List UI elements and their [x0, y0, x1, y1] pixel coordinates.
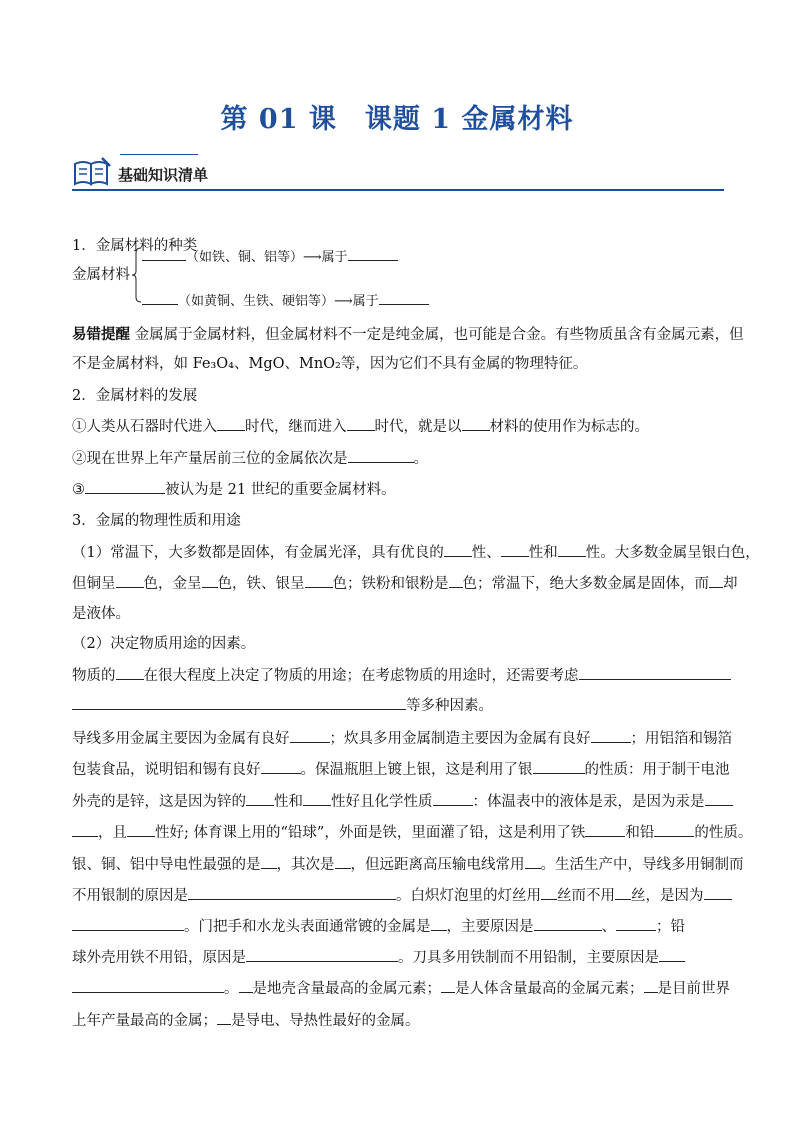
blank[interactable] [558, 542, 586, 557]
tree-branch-1: （如铁、铜、铝等）⟶属于 [142, 246, 398, 268]
blank[interactable] [441, 978, 455, 993]
blank[interactable] [72, 978, 224, 993]
blank[interactable] [525, 854, 541, 869]
blank[interactable] [116, 665, 144, 680]
blank[interactable] [534, 916, 602, 931]
s3-p2-line-1: 物质的 在很大程度上决定了物质的用途；在考虑物质的用途时，还需要考虑 [72, 665, 731, 686]
s3-heading: 3．金属的物理性质和用途 [72, 513, 241, 529]
tree-root-label: 金属材料 [72, 267, 130, 283]
s3-p1-line-1: （1）常温下，大多数都是固体，有金属光泽，具有优良的 性、 性和 性。大多数金属呈银白色， [72, 542, 760, 563]
s3-p1-line-3: 是液体。 [72, 606, 130, 622]
blank[interactable] [142, 246, 186, 261]
q-line-3: 外壳的是锌，这是因为锌的 性和 性好且化学性质 ：体温表中的液体是汞，是因为汞是 [72, 791, 733, 812]
arrow-icon: ⟶ [303, 250, 322, 265]
blank[interactable] [659, 947, 685, 962]
s2-heading: 2．金属材料的发展 [72, 388, 198, 404]
blank[interactable] [616, 916, 656, 931]
blank[interactable] [644, 978, 658, 993]
blank[interactable] [709, 573, 723, 588]
arrow-icon: ⟶ [334, 294, 353, 309]
blank[interactable] [348, 246, 398, 261]
book-icon [72, 156, 112, 188]
s2-line-3: ③ 被认为是 21 世纪的重要金属材料。 [72, 479, 396, 500]
blank[interactable] [585, 822, 625, 837]
blank[interactable] [290, 728, 330, 743]
s1-heading: 1．金属材料的种类 [72, 238, 198, 254]
header-top-rule [120, 154, 198, 155]
blank[interactable] [501, 542, 529, 557]
q-line-5: 银、铜、铝中导电性最强的是 ，其次是 ，但远距离高压输电线常用 。生活生产中，导线多用铜制而 [72, 854, 744, 875]
q-line-10: 上年产量最高的金属； 是导电、导热性最好的金属。 [72, 1010, 420, 1031]
s2-line-1: ①人类从石器时代进入 时代，继而进入 时代，就是以 材料的使用作为标志的。 [72, 416, 649, 437]
q-line-2: 包装食品，说明铝和锡有良好 。保温瓶胆上镀上银，这是利用了银 的性质：用于制干电池 [72, 759, 730, 780]
blank[interactable] [444, 542, 472, 557]
s3-p2-heading: （2）决定物质用途的因素。 [72, 636, 256, 652]
blank[interactable] [217, 416, 245, 431]
blank[interactable] [615, 885, 631, 900]
blank[interactable] [217, 1010, 231, 1025]
blank[interactable] [533, 759, 585, 774]
section-title: 基础知识清单 [118, 166, 209, 184]
blank[interactable] [72, 916, 184, 931]
s3-p1-line-2: 但铜呈 色，金呈 色，铁、银呈 色；铁粉和银粉是 色；常温下，绝大多数金属是固体，而 却 [72, 573, 738, 594]
blank[interactable] [72, 695, 406, 710]
blank[interactable] [239, 978, 253, 993]
blank[interactable] [431, 916, 447, 931]
blank[interactable] [335, 854, 351, 869]
blank[interactable] [246, 791, 274, 806]
blank[interactable] [462, 416, 490, 431]
blank[interactable] [433, 791, 473, 806]
section-header [72, 150, 724, 192]
q-line-7: 。门把手和水龙头表面通常镀的金属是 ，主要原因是 、 ；铅 [72, 916, 685, 937]
q-line-1: 导线多用金属主要因为金属有良好 ；炊具多用金属制造主要因为金属有良好 ；用铝箔和锡箔 [72, 728, 732, 749]
blank[interactable] [591, 728, 631, 743]
s3-p2-line-2: 等多种因素。 [72, 695, 493, 716]
s2-line-2: ②现在世界上年产量居前三位的金属依次是 。 [72, 448, 428, 469]
tip-label: 易错提醒 [72, 326, 130, 343]
blank[interactable] [348, 448, 414, 463]
tip-line-2: 不是金属材料，如 Fe₃O₄、MgO、MnO₂等，因为它们不具有金属的物理特征。 [72, 356, 588, 372]
blank[interactable] [541, 885, 557, 900]
tree-bracket [132, 247, 142, 303]
blank[interactable] [303, 791, 331, 806]
blank[interactable] [85, 479, 165, 494]
blank[interactable] [347, 416, 375, 431]
q-line-8: 球外壳用铁不用铅，原因是 。刀具多用铁制而不用铅制，主要原因是 [72, 947, 685, 968]
blank[interactable] [261, 759, 301, 774]
tree-branch-2: （如黄铜、生铁、硬铝等）⟶属于 [142, 290, 429, 312]
blank[interactable] [579, 665, 731, 680]
blank[interactable] [72, 822, 98, 837]
q-line-9: 。 是地壳含量最高的金属元素； 是人体含量最高的金属元素； 是目前世界 [72, 978, 730, 999]
blank[interactable] [142, 290, 178, 305]
page-title: 第 01 课 课题 1 金属材料 [220, 104, 574, 135]
q-line-6: 不用银制的原因是 。白炽灯泡里的灯丝用 丝而不用 丝，是因为 [72, 885, 732, 906]
blank[interactable] [705, 791, 733, 806]
blank[interactable] [654, 822, 694, 837]
blank[interactable] [704, 885, 732, 900]
q-line-4: ，且 性好; 体育课上用的“铅球”，外面是铁，里面灌了铅，这是利用了铁 和铅 的性质。 [72, 822, 752, 843]
blank[interactable] [379, 290, 429, 305]
blank[interactable] [202, 573, 218, 588]
blank[interactable] [305, 573, 333, 588]
header-bottom-rule [72, 189, 724, 191]
blank[interactable] [449, 573, 463, 588]
blank[interactable] [116, 573, 144, 588]
blank[interactable] [127, 822, 155, 837]
blank[interactable] [246, 947, 398, 962]
tip-line-1: 易错提醒 金属属于金属材料，但金属材料不一定是纯金属，也可能是合金。有些物质虽含有金属元素，但 [72, 326, 744, 343]
blank[interactable] [188, 885, 396, 900]
blank[interactable] [261, 854, 277, 869]
